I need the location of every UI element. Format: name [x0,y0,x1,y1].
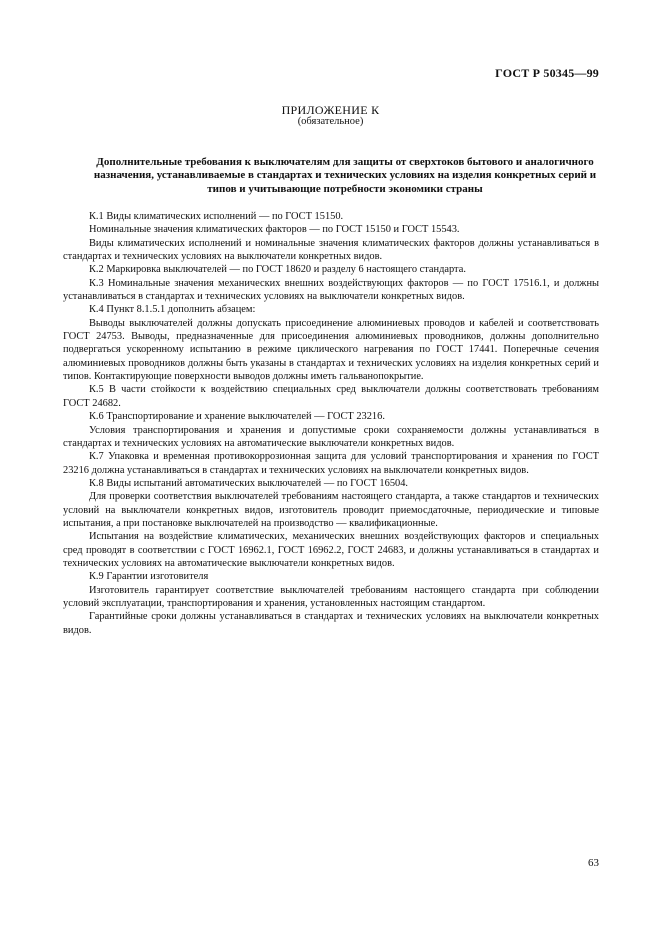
paragraph-k6: К.6 Транспортирование и хранение выключателей — ГОСТ 23216. [89,411,385,423]
paragraph-k5: К.5 В части стойкости к воздействию специальных сред выключатели должны соответствовать требованиям ГОСТ 24682. [63,384,599,409]
paragraph-k1: К.1 Виды климатических исполнений — по ГОСТ 15150. [89,211,344,222]
paragraph: Изготовитель гарантирует соответствие выключателей требованиям настоящего стандарта при соблюдении условий эксплуатации, транспортирования и хранения, установленных настоящим стандартом. [63,584,599,609]
page-number: 63 [588,857,599,869]
paragraph-k7: К.7 Упаковка и временная противокоррозионная защита для условий транспортирования и хранения по ГОСТ 23216 должна устанавливаться в стандартах и технических условиях на выключатели конкретных видов. [63,451,599,476]
appendix-title: ПРИЛОЖЕНИЕ К [281,103,380,117]
paragraph-k4: К.4 Пункт 8.1.5.1 дополнить абзацем: [89,304,256,316]
paragraph-k9: К.9 Гарантии изготовителя [89,571,209,583]
paragraph: Виды климатических исполнений и номинальные значения климатических факторов должны устанавливаться в стандартах и технических условиях на выключатели конкретных видов. [63,237,599,263]
paragraph: Номинальные значения климатических факторов — по ГОСТ 15150 и ГОСТ 15543. [89,224,460,236]
appendix-status: (обязательное) [297,116,364,127]
paragraph-k2: К.2 Маркировка выключателей — по ГОСТ 18620 и разделу 6 настоящего стандарта. [89,264,466,276]
paragraph: Выводы выключателей должны допускать присоединение алюминиевых проводов и кабелей и соответствовать ГОСТ 24753. Выводы, предназначенные для присоединения алюминиевых проводников, должны дополнительно подвергаться ускоренному испытанию в режиме циклического нагревания по ГОСТ 17441. Поперечные сечения алюминиевых проводников должны быть указаны в стандартах и технических условиях на изделия конкретных серий и типов. Контактирующие поверхности выводов должны иметь гальванопокрытие. [63,317,599,383]
paragraph: Для проверки соответствия выключателей требованиям настоящего стандарта, а также стандартов и технических условий на выключатели конкретных видов, изготовитель проводит приемосдаточные, периодические и типовые испытания, а при постановке выключателей на производство — квалификационные. [63,491,599,529]
body-text [63,210,599,637]
paragraph: Гарантийные сроки должны устанавливаться в стандартах и технических условиях на выключатели конкретных видов. [63,611,599,636]
paragraph-k8: К.8 Виды испытаний автоматических выключателей — по ГОСТ 16504. [89,477,409,489]
section-title: Дополнительные требования к выключателям для защиты от сверхтоков бытового и аналогичного назначения, устанавливаемые в стандартах и технических условиях на изделия конкретных серий и типов и учитывающие потребности экономики страны [93,156,597,195]
paragraph-k3: К.3 Номинальные значения механических внешних воздействующих факторов — по ГОСТ 17516.1, и должны устанавливаться в стандартах и технических условиях на выключатели конкретных видов. [63,277,599,303]
paragraph: Условия транспортирования и хранения и допустимые сроки сохраняемости должны устанавливаться в стандартах и технических условиях на автоматические выключатели конкретных видов. [63,424,599,449]
paragraph: Испытания на воздействие климатических, механических внешних воздействующих факторов и специальных сред проводят в соответствии с ГОСТ 16962.1, ГОСТ 16962.2, ГОСТ 24683, и должны устанавливаться в стандартах и технических условиях на автоматические выключатели конкретных видов. [63,531,599,569]
standard-designation: ГОСТ Р 50345—99 [495,66,599,80]
